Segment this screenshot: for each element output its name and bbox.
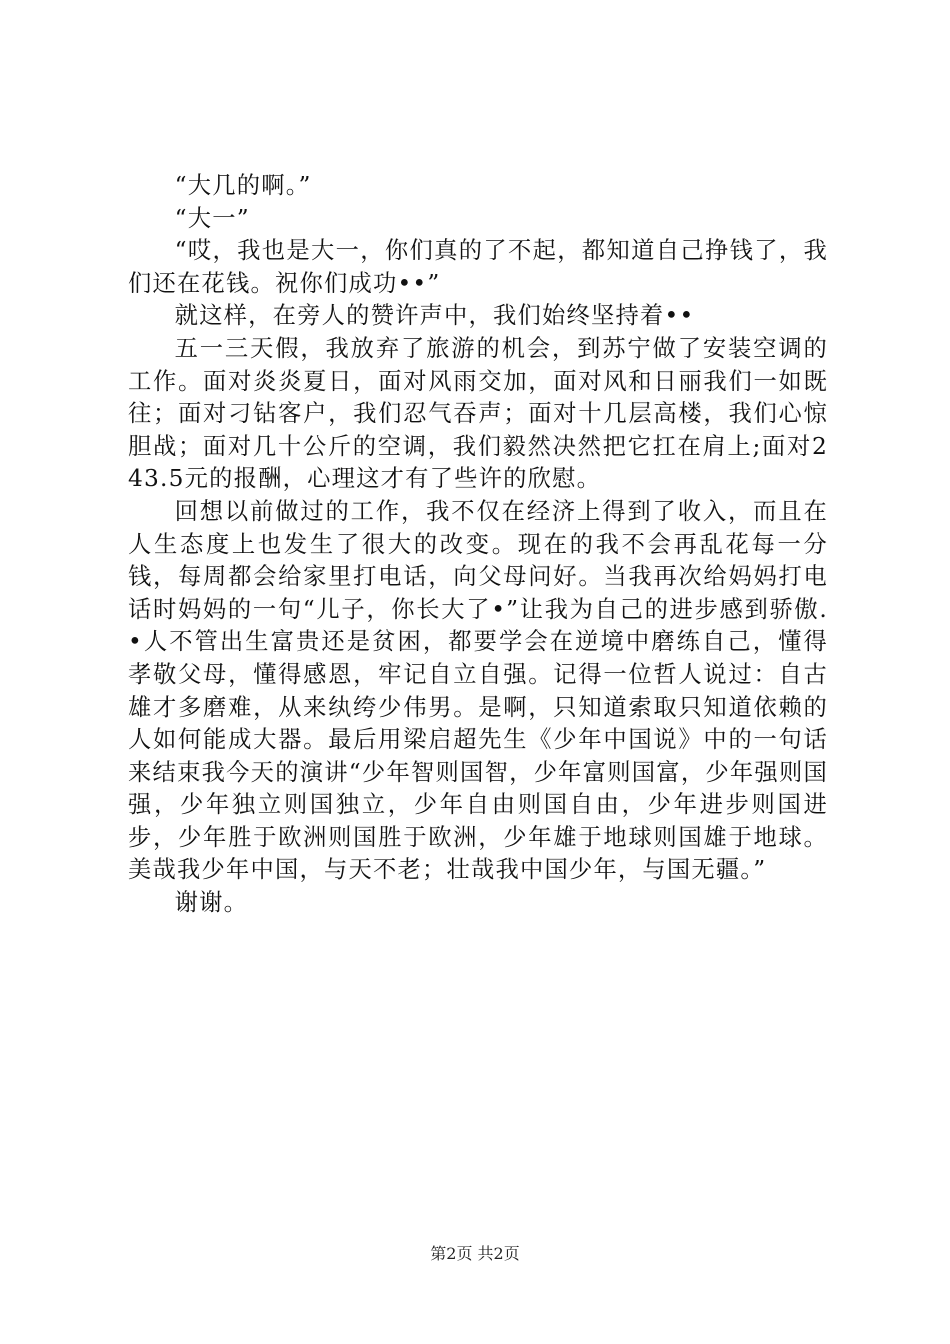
paragraph: “哎，我也是大一，你们真的了不起，都知道自己挣钱了，我们还在花钱。祝你们成功••” (128, 237, 828, 297)
paragraph: 回想以前做过的工作，我不仅在经济上得到了收入，而且在人生态度上也发生了很大的改变。现在的我不会再乱花每一分钱，每周都会给家里打电话，向父母问好。当我再次给妈妈打电话时妈妈的一句“儿子，你长大了•”让我为自己的进步感到骄傲.•人不管出生富贵还是贫困，都要学会在逆境中磨练自己，懂得孝敬父母，懂得感恩，牢记自立自强。记得一位哲人说过：自古雄才多磨难，从来纨绔少伟男。是啊，只知道索取只知道依赖的人如何能成大器。最后用梁启超先生《少年中国说》中的一句话来结束我今天的演讲“少年智则国智，少年富则国富，少年强则国强，少年独立则国独立，少年自由则国自由，少年进步则国进步，少年胜于欧洲则国胜于欧洲，少年雄于地球则国雄于地球。美哉我少年中国，与天不老；壮哉我中国少年，与国无疆。” (128, 497, 828, 884)
paragraph: 五一三天假，我放弃了旅游的机会，到苏宁做了安装空调的工作。面对炎炎夏日，面对风雨交加，面对风和日丽我们一如既往；面对刁钻客户，我们忍气吞声；面对十几层高楼，我们心惊胆战；面对几十公斤的空调，我们毅然决然把它扛在肩上;面对243.5元的报酬，心理这才有了些许的欣慰。 (128, 334, 828, 493)
paragraph: 就这样，在旁人的赞许声中，我们始终坚持着•• (174, 302, 695, 330)
paragraph: 谢谢。 (174, 889, 249, 917)
document-body (128, 170, 828, 920)
page-footer: 第2页 共2页 (430, 1244, 520, 1263)
paragraph: “大几的啊。” (174, 172, 312, 199)
paragraph: “大一” (174, 204, 250, 232)
